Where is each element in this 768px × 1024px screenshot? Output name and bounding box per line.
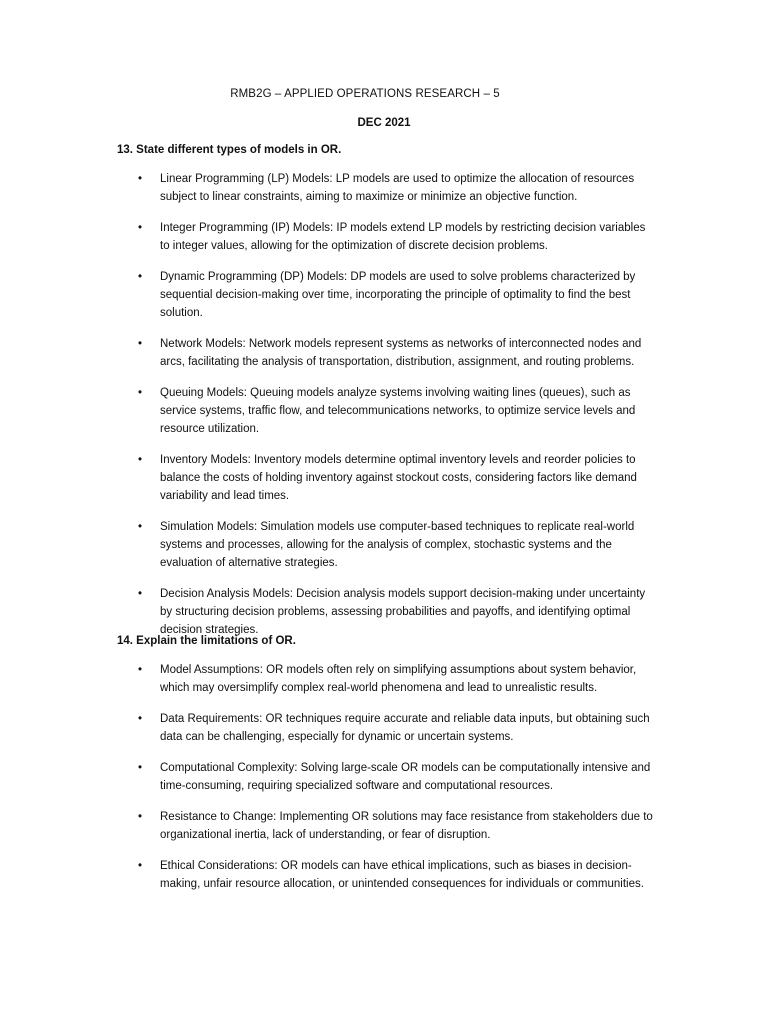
list-item-text: Simulation Models: Simulation models use computer-based techniques to replicate real-world systems and processes, allowing for the analysis of complex, stochastic systems and the evaluation of alternative strategies. — [160, 521, 635, 569]
bullet-icon: • — [138, 860, 143, 872]
question-14-heading: 14. Explain the limitations of OR. — [117, 635, 296, 647]
bullet-icon: • — [138, 713, 143, 725]
bullet-icon: • — [138, 271, 143, 283]
document-title: RMB2G – APPLIED OPERATIONS RESEARCH – 5 — [230, 88, 500, 100]
bullet-icon: • — [138, 811, 143, 823]
list-item — [0, 585, 768, 639]
list-item-text: Ethical Considerations: OR models can have ethical implications, such as biases in decision-making, unfair resource allocation, or unintended consequences for individuals or communities. — [160, 860, 644, 890]
document-date: DEC 2021 — [357, 117, 411, 129]
bullet-icon: • — [138, 173, 143, 185]
question-13-list — [0, 170, 768, 652]
list-item — [0, 808, 768, 844]
list-item — [0, 451, 768, 505]
list-item — [0, 518, 768, 572]
bullet-icon: • — [138, 387, 143, 399]
list-item — [0, 219, 768, 255]
list-item-text: Resistance to Change: Implementing OR solutions may face resistance from stakeholders due to organizational inertia, lack of understanding, or fear of disruption. — [160, 811, 653, 841]
list-item — [0, 710, 768, 746]
bullet-icon: • — [138, 454, 143, 466]
bullet-icon: • — [138, 588, 143, 600]
list-item — [0, 384, 768, 438]
list-item — [0, 857, 768, 893]
list-item — [0, 335, 768, 371]
list-item-text: Data Requirements: OR techniques require accurate and reliable data inputs, but obtaining such data can be challenging, especially for dynamic or uncertain systems. — [160, 713, 650, 743]
list-item — [0, 759, 768, 795]
list-item — [0, 170, 768, 206]
list-item-text: Model Assumptions: OR models often rely on simplifying assumptions about system behavior, which may oversimplify complex real-world phenomena and lead to unrealistic results. — [160, 664, 637, 694]
bullet-icon: • — [138, 222, 143, 234]
list-item-text: Decision Analysis Models: Decision analysis models support decision-making under uncertainty by structuring decision problems, assessing probabilities and payoffs, and identifying optimal decision strategies. — [160, 588, 646, 636]
list-item-text: Computational Complexity: Solving large-scale OR models can be computationally intensive and time-consuming, requiring specialized software and computational resources. — [160, 762, 651, 792]
bullet-icon: • — [138, 521, 143, 533]
list-item-text: Linear Programming (LP) Models: LP models are used to optimize the allocation of resources subject to linear constraints, aiming to maximize or minimize an objective function. — [160, 173, 635, 203]
list-item-text: Dynamic Programming (DP) Models: DP models are used to solve problems characterized by sequential decision-making over time, incorporating the principle of optimality to find the best solution. — [160, 271, 636, 319]
list-item-text: Queuing Models: Queuing models analyze systems involving waiting lines (queues), such as service systems, traffic flow, and telecommunications networks, to optimize service levels and resource utilization. — [160, 387, 636, 435]
question-14-list — [0, 661, 768, 906]
bullet-icon: • — [138, 762, 143, 774]
bullet-icon: • — [138, 338, 143, 350]
bullet-icon: • — [138, 664, 143, 676]
list-item-text: Integer Programming (IP) Models: IP models extend LP models by restricting decision variables to integer values, allowing for the optimization of discrete decision problems. — [160, 222, 646, 252]
list-item-text: Network Models: Network models represent systems as networks of interconnected nodes and arcs, facilitating the analysis of transportation, distribution, assignment, and routing problems. — [160, 338, 642, 368]
list-item — [0, 661, 768, 697]
question-13-heading: 13. State different types of models in OR. — [117, 144, 342, 156]
list-item-text: Inventory Models: Inventory models determine optimal inventory levels and reorder policies to balance the costs of holding inventory against stockout costs, considering factors like demand variability and lead times. — [160, 454, 637, 502]
list-item — [0, 268, 768, 322]
